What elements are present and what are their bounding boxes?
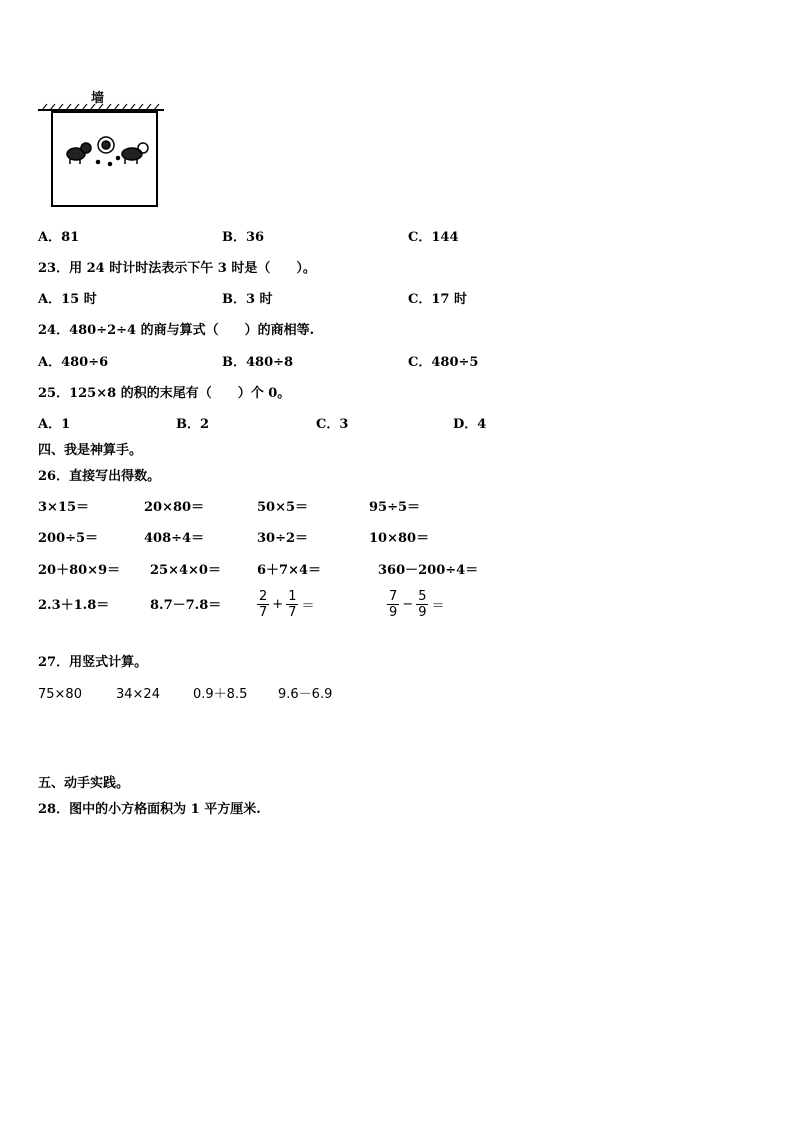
q26-item: 408÷4＝ (144, 531, 205, 546)
fraction-numerator: 7 (389, 589, 398, 604)
fraction-denominator: 9 (418, 605, 427, 620)
q26-fraction-expression-1 (256, 589, 316, 620)
q24-stem: 24．480÷2÷4 的商与算式（ ）的商相等. (38, 323, 315, 338)
q22-option-a: A．81 (38, 230, 80, 245)
q26-item: 95÷5＝ (369, 500, 421, 515)
q27-stem: 27．用竖式计算。 (38, 655, 148, 670)
q25-option-b: B．2 (176, 417, 210, 432)
q27-item: 34×24 (116, 687, 160, 702)
fraction-equals: ＝ (301, 599, 315, 614)
q26-item: 6＋7×4＝ (257, 563, 322, 578)
q23-option-a: A．15 时 (38, 292, 97, 307)
q26-item: 3×15＝ (38, 500, 90, 515)
q25-stem: 25．125×8 的积的末尾有（ ）个 0。 (38, 386, 291, 401)
q26-item: 200÷5＝ (38, 531, 99, 546)
q23-stem: 23．用 24 时计时法表示下午 3 时是（ ）。 (38, 261, 316, 276)
q26-fraction-expression-2 (386, 589, 446, 620)
q25-option-d: D．4 (453, 417, 487, 432)
fraction-denominator: 7 (288, 605, 297, 620)
fraction-equals: ＝ (431, 599, 445, 614)
fraction-numerator: 1 (288, 589, 297, 604)
q24-option-a: A．480÷6 (38, 355, 109, 370)
section-4-title: 四、我是神算手。 (38, 443, 143, 458)
animals-illustration (67, 137, 148, 166)
q23-option-c: C．17 时 (408, 292, 467, 307)
q22-option-b: B．36 (222, 230, 265, 245)
q26-stem: 26．直接写出得数。 (38, 469, 161, 484)
q25-option-a: A．1 (38, 417, 71, 432)
fraction-denominator: 9 (389, 605, 398, 620)
q26-item: 30÷2＝ (257, 531, 309, 546)
q26-item: 2.3＋1.8＝ (38, 598, 110, 613)
q26-item: 20×80＝ (144, 500, 205, 515)
q26-item: 360－200÷4＝ (378, 563, 479, 578)
q27-item: 0.9＋8.5 (193, 687, 248, 702)
fraction-operator: − (402, 597, 414, 612)
q27-item: 9.6－6.9 (278, 687, 333, 702)
q26-item: 50×5＝ (257, 500, 309, 515)
fraction-numerator: 2 (259, 589, 268, 604)
q27-item: 75×80 (38, 687, 82, 702)
q26-item: 8.7－7.8＝ (150, 598, 222, 613)
q26-item: 20＋80×9＝ (38, 563, 121, 578)
q26-item: 10×80＝ (369, 531, 430, 546)
q23-option-b: B．3 时 (222, 292, 273, 307)
q25-option-c: C．3 (316, 417, 349, 432)
section-5-title: 五、动手实践。 (38, 776, 130, 791)
wall-picture-figure (36, 88, 168, 210)
fraction-operator: + (272, 597, 284, 612)
fraction-numerator: 5 (418, 589, 427, 604)
q24-option-c: C．480÷5 (408, 355, 479, 370)
wall-label: 墙 (91, 91, 105, 106)
q22-option-c: C．144 (408, 230, 459, 245)
fraction-denominator: 7 (259, 605, 268, 620)
q28-stem: 28．图中的小方格面积为 1 平方厘米. (38, 802, 261, 817)
q26-item: 25×4×0＝ (150, 563, 221, 578)
q24-option-b: B．480÷8 (222, 355, 294, 370)
